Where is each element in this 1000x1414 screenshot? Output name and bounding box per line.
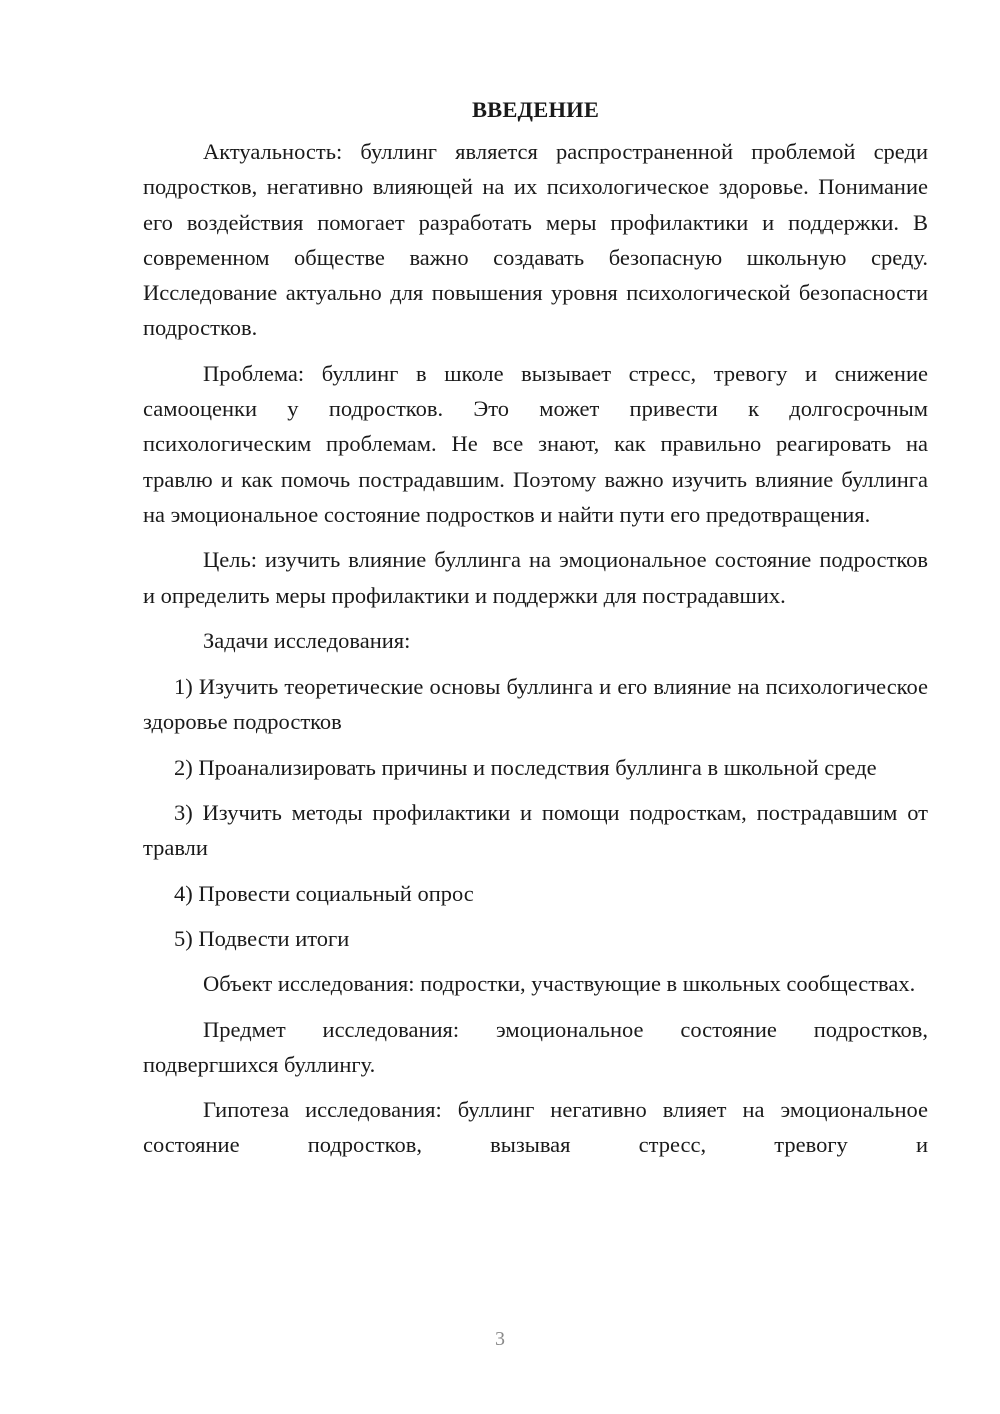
relevance-paragraph: Актуальность: буллинг является распространенной проблемой среди подростков, негативно влияющей на их психологическое здоровье. Понимание его воздействия помогает разработать меры профилактики и поддержки. В современном обществе важно создавать безопасную школьную среду. Исследование актуально для повышения уровня психологической безопасности подростков. xyxy=(143,139,928,341)
hypothesis-paragraph: Гипотеза исследования: буллинг негативно влияет на эмоциональное состояние подростков, вызывая стресс, тревогу и xyxy=(143,1097,928,1158)
task-item-2: 2) Проанализировать причины и последствия буллинга в школьной среде xyxy=(174,754,877,780)
task-item-1: 1) Изучить теоретические основы буллинга и его влияние на психологическое здоровье подростков xyxy=(143,674,928,735)
tasks-title: Задачи исследования: xyxy=(203,627,411,653)
page-title: ВВЕДЕНИЕ xyxy=(471,97,600,122)
problem-paragraph: Проблема: буллинг в школе вызывает стресс, тревогу и снижение самооценки у подростков. Это может привести к долгосрочным психологическим проблемам. Не все знают, как правильно реагировать на травлю и как помочь пострадавшим. Поэтому важно изучить влияние буллинга на эмоциональное состояние подростков и найти пути его предотвращения. xyxy=(143,360,928,527)
task-item-4: 4) Провести социальный опрос xyxy=(174,880,474,906)
subject-paragraph: Предмет исследования: эмоциональное состояние подростков, подвергшихся буллингу. xyxy=(143,1016,928,1077)
page-number: 3 xyxy=(495,1328,505,1350)
goal-paragraph: Цель: изучить влияние буллинга на эмоциональное состояние подростков и определить меры профилактики и поддержки для пострадавших. xyxy=(143,547,928,608)
object-paragraph: Объект исследования: подростки, участвующие в школьных сообществах. xyxy=(203,971,916,997)
task-item-5: 5) Подвести итоги xyxy=(174,925,350,951)
task-item-3: 3) Изучить методы профилактики и помощи подросткам, пострадавшим от травли xyxy=(143,800,928,861)
document-body xyxy=(143,92,928,1163)
tasks-list xyxy=(143,669,928,956)
